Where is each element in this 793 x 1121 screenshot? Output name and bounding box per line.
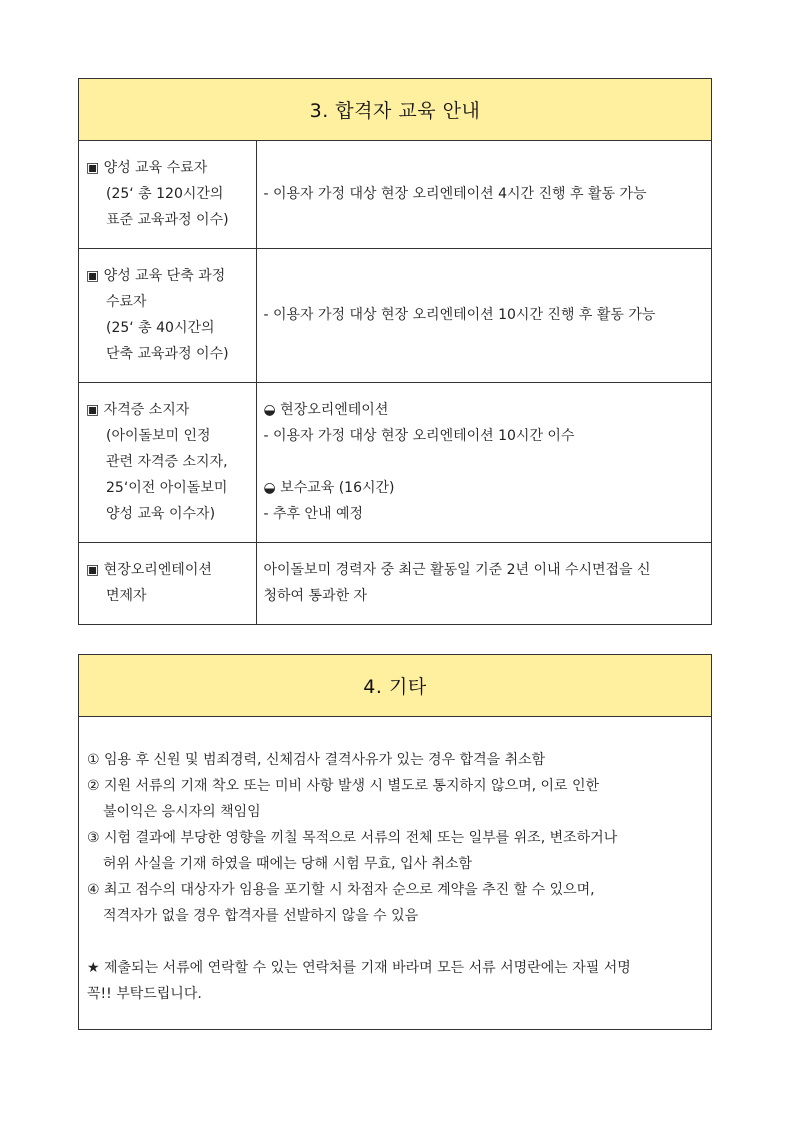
row-4-detail: 아이돌보미 경력자 중 최근 활동일 기준 2년 이내 수시면접을 신 청하여 통과한 자 [256,542,711,624]
signature-note-cont: 꼭!! 부탁드립니다. [87,986,202,1002]
row-2-category: ▣ 양성 교육 단축 과정 수료자 (25‘ 총 40시간의 단축 교육과정 이수) [79,248,256,382]
section-4-title: 4. 기타 [79,655,711,717]
section-3-education-guide [78,78,712,625]
row-1-detail: - 이용자 가정 대상 현장 오리엔테이션 4시간 진행 후 활동 가능 [263,186,647,203]
table-row [79,248,711,382]
list-item: ④ 최고 점수의 대상자가 임용을 포기할 시 차점자 순으로 계약을 추진 할 수 있으며, [87,882,595,898]
signature-note: ★ 제출되는 서류에 연락할 수 있는 연락처를 기재 바라며 모든 서류 서명란에는 자필 서명 [87,960,631,976]
table-row [79,542,711,624]
table-row [79,141,711,248]
row-3-category: ▣ 자격증 소지자 (아이돌보미 인정 관련 자격증 소지자, 25‘이전 아이돌보미 양성 교육 이수자) [79,382,256,542]
row-3-detail: ◒ 현장오리엔테이션 - 이용자 가정 대상 현장 오리엔테이션 10시간 이수 ◒ 보수교육 (16시간) - 추후 안내 예정 [256,382,711,542]
list-item: ① 임용 후 신원 및 범죄경력, 신체검사 결격사유가 있는 경우 합격을 취소함 [87,752,546,768]
other-notes: ① 임용 후 신원 및 범죄경력, 신체검사 결격사유가 있는 경우 합격을 취소함 ② 지원 서류의 기재 착오 또는 미비 사항 발생 시 별도로 통지하지 않으며, 이로 인한 불이익은 응시자의 책임임 ③ 시험 결과에 부당한 영향을 끼칠 목적으로 서류의 전체 또는 일부를 위조, 변조하거나 허위 사실을 기재 하였을 때에는 당해 시험 무효, 입사 취소함 ④ 최고 점수의 대상자가 임용을 포기할 시 차점자 순으로 계약을 추진 할 수 있으며, 적격자가 없을 경우 합격자를 선발하지 않을 수 있음 ★ 제출되는 서류에 연락할 수 있는 연락처를 기재 바라며 모든 서류 서명란에는 자필 서명 꼭!! 부탁드립니다. [79,717,711,1007]
list-item: ② 지원 서류의 기재 착오 또는 미비 사항 발생 시 별도로 통지하지 않으며, 이로 인한 [87,778,600,794]
list-item: ③ 시험 결과에 부당한 영향을 끼칠 목적으로 서류의 전체 또는 일부를 위조, 변조하거나 [87,830,618,846]
section-4-other [78,654,712,1030]
row-2-detail: - 이용자 가정 대상 현장 오리엔테이션 10시간 진행 후 활동 가능 [256,248,711,382]
table-row [79,382,711,542]
row-1-category: ▣ 양성 교육 수료자 (25‘ 총 120시간의 표준 교육과정 이수) [79,141,256,248]
section-3-title: 3. 합격자 교육 안내 [79,79,711,141]
row-4-category: ▣ 현장오리엔테이션 면제자 [79,542,256,624]
education-table [79,141,711,624]
